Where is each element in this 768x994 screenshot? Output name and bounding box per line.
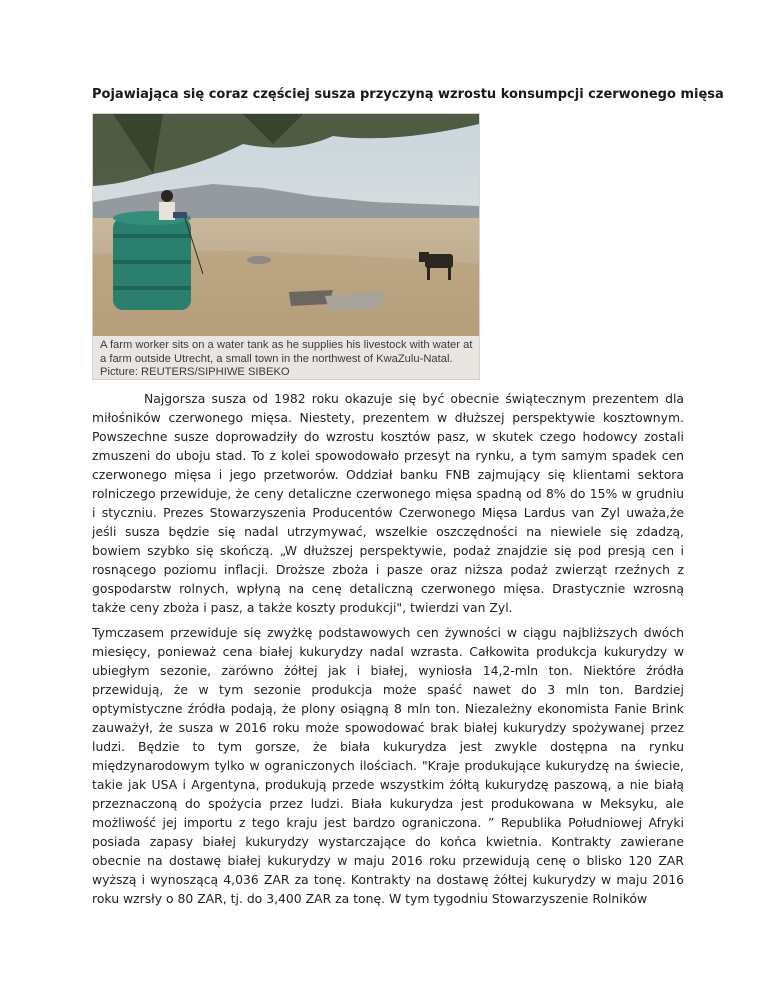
news-photo-figure: [92, 113, 480, 380]
body-paragraph-2: Tymczasem przewiduje się zwyżkę podstawowych cen żywności w ciągu najbliższych dwóch miesięcy, ponieważ cena białej kukurydzy nadal wzrasta. Całkowita produkcja kukurydzy w ubiegłym sezonie, zarówno żółtej jak i białej, wyniosła 14,2-mln ton. Niektóre źródła przewidują, że w tym sezonie produkcja może spaść nawet do 3 mln ton. Bardziej optymistyczne źródła podają, że plony osiągną 8 mln ton. Niezależny ekonomista Fanie Brink zauważył, że susza w 2016 roku może spowodować brak białej kukurydzy spożywanej przez ludzi. Będzie to tym gorsze, że biała kukurydza jest zwykle dostępna na rynku międzynarodowym tylko w ograniczonych ilościach. "Kraje produkujące kukurydzę na świecie, takie jak USA i Argentyna, produkują przede wszystkim żółtą kukurydzę paszową, a nie białą przeznaczoną do spożycia przez ludzi. Biała kukurydza jest produkowana w Meksyku, ale możliwość jej importu z tego kraju jest bardzo ograniczona. ” Republika Południowej Afryki posiada zapasy białej kukurydzy wystarczające do końca kwietnia. Kontrakty zawierane obecnie na dostawę białej kukurydzy w maju 2016 roku przewidują cenę o blisko 120 ZAR wyższą i wynoszącą 4,036 ZAR za tonę. Kontrakty na dostawę żółtej kukurydzy w maju 2016 roku wzrsły o 80 ZAR, tj. do 3,400 ZAR za tonę. W tym tygodniu Stowarzyszenie Rolników: [92, 625, 684, 906]
drought-farm-photo: [93, 114, 479, 336]
photo-caption: A farm worker sits on a water tank as he supplies his livestock with water at a farm outside Utrecht, a small town in the northwest of KwaZulu-Natal. Picture: REUTERS/SIPHIWE SIBEKO: [100, 339, 473, 379]
body-paragraph-1: Najgorsza susza od 1982 roku okazuje się być obecnie świątecznym prezentem dla miłośników czerwonego mięsa. Niestety, prezentem w dłuższej perspektywie kosztownym. Powszechne susze doprowadziły do wzrostu kosztów pasz, w skutek czego hodowcy zostali zmuszeni do uboju stad. To z kolei spowodowało przesyt na rynku, a tym samym spadek cen czerwonego mięsa i jego przetworów. Oddział banku FNB zajmujący się klientami sektora rolniczego przewiduje, że ceny detaliczne czerwonego mięsa spadną od 8% do 15% w grudniu i styczniu. Prezes Stowarzyszenia Producentów Czerwonego Mięsa Lardus van Zyl uważa,że jeśli susza będzie się nadal utrzymywać, wszelkie oszczędności na niewiele się zdadzą, bowiem szybko się skończą. „W dłuższej perspektywie, podaż znajdzie się pod presją cen i rosnącego poziomu inflacji. Droższe zboża i pasze oraz niższa podaż zwierząt rzeźnych z gospodarstw rolnych, wpłyną na cenę detaliczną czerwonego mięsa. Drastycznie wzrosną także ceny zboża i pasz, a także koszty produkcji", twierdzi van Zyl.: [92, 391, 684, 615]
document-title: Pojawiająca się coraz częściej susza przyczyną wzrostu konsumpcji czerwonego mięsa: [92, 87, 724, 102]
